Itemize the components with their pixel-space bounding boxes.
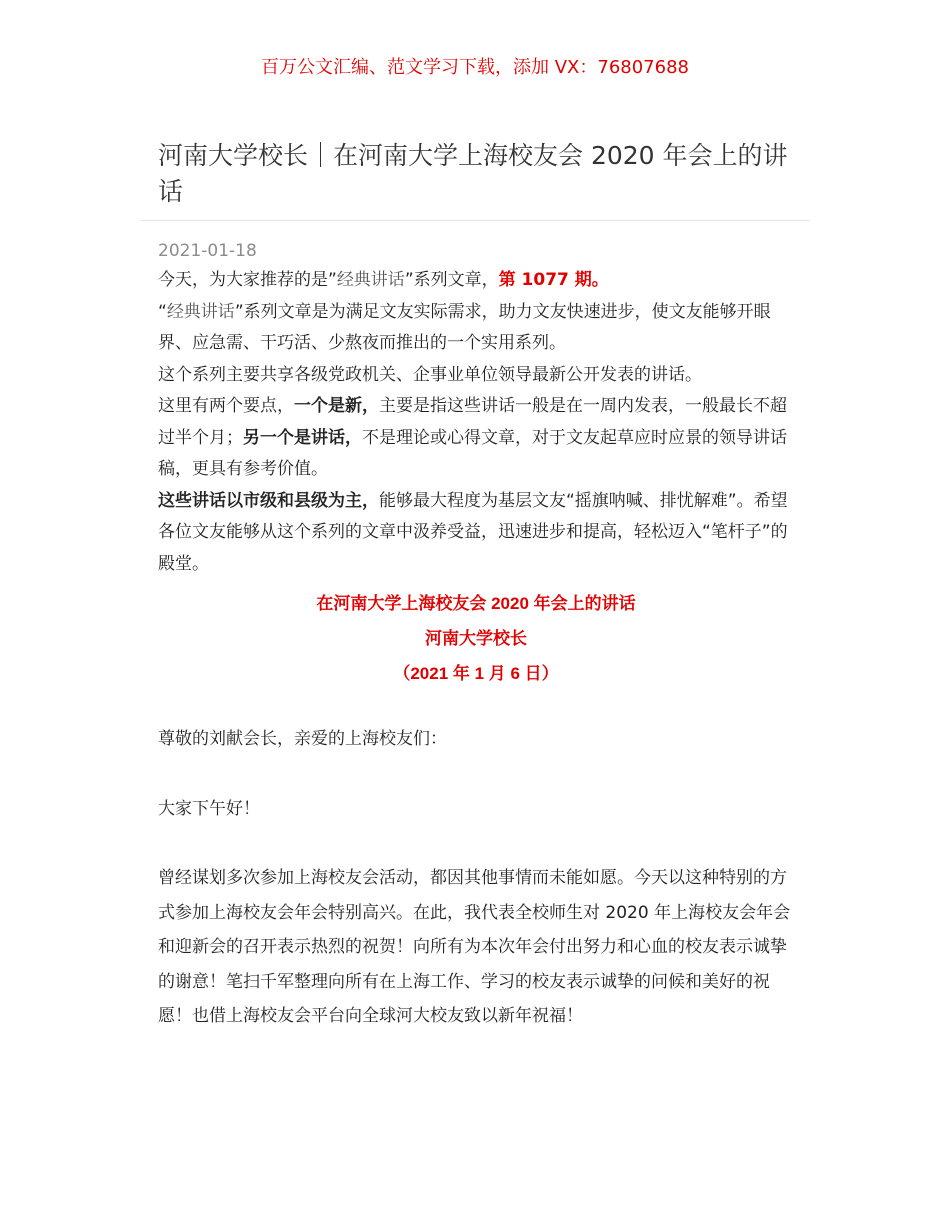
intro-paragraph-2 (158, 297, 794, 360)
series-name-2: 经典讲话 (166, 301, 235, 322)
intro-p4-c: 主要是指这些讲话一般是在一周内发表，一般最长不超过半个月； (158, 396, 787, 448)
intro-p2-prefix: “ (158, 301, 167, 322)
speech-paragraph-1: 曾经谋划多次参加上海校友会活动，都因其他事情而未能如愿。今天以这种特别的方式参加上海校友会年会特别高兴。在此，我代表全校师生对 2020 年上海校友会年会和迎新会的召开表示热烈的祝贺！向所有为本次年会付出努力和心血的校友表示诚挚的谢意！笔扫千军整理向所有在上海工作、学习的校友表示诚挚的问候和美好的祝愿！也借上海校友会平台向全球河大校友致以新年祝福！ (158, 868, 791, 1026)
issue-number: 第 1077 期。 (498, 270, 609, 290)
greeting: 大家下午好！ (158, 799, 260, 819)
intro-p1-prefix: 今天，为大家推荐的是” (158, 270, 337, 290)
intro-paragraph-1 (158, 265, 794, 297)
intro-paragraph-3: 这个系列主要共享各级党政机关、企事业单位领导最新公开发表的讲话。 (158, 364, 702, 385)
speech-date: （2021 年 1 月 6 日） (393, 664, 559, 683)
intro-p1-mid: ”系列文章， (404, 270, 499, 290)
article-title: 河南大学校长｜在河南大学上海校友会 2020 年会上的讲话 (158, 141, 788, 206)
salutation: 尊敬的刘献会长，亲爱的上海校友们： (158, 729, 447, 749)
intro-paragraph-4 (158, 391, 794, 486)
level-note: 这些讲话以市级和县级为主， (158, 490, 379, 511)
intro-paragraph-5 (158, 486, 794, 581)
intro-p2-rest: ”系列文章是为满足文友实际需求，助力文友快速进步，使文友能够开眼界、应急需、干巧活、少熬夜而推出的一个实用系列。 (158, 301, 771, 353)
point-speech: 另一个是讲话， (243, 427, 362, 448)
point-new: 一个是新， (294, 396, 379, 416)
intro-p4-e: 不是理论或心得文章，对于文友起草应时应景的领导讲话稿，更具有参考价值。 (158, 427, 787, 479)
intro-p4-a: 这里有两个要点， (158, 396, 294, 416)
title-divider (140, 220, 810, 221)
publish-date: 2021-01-18 (158, 241, 257, 261)
series-intro (158, 265, 794, 580)
speech-heading: 在河南大学上海校友会 2020 年会上的讲话 (316, 594, 636, 613)
intro-p5-b: 能够最大程度为基层文友“摇旗呐喊、排忧解难”。希望各位文友能够从这个系列的文章中汲养受益，迅速进步和提高，轻松迈入“笔杆子”的殿堂。 (158, 490, 788, 574)
series-name: 经典讲话 (336, 270, 405, 290)
speech-speaker: 河南大学校长 (425, 629, 527, 648)
speech-heading-block (158, 586, 794, 691)
promo-banner: 百万公文汇编、范文学习下载，添加 VX：76807688 (261, 57, 689, 78)
